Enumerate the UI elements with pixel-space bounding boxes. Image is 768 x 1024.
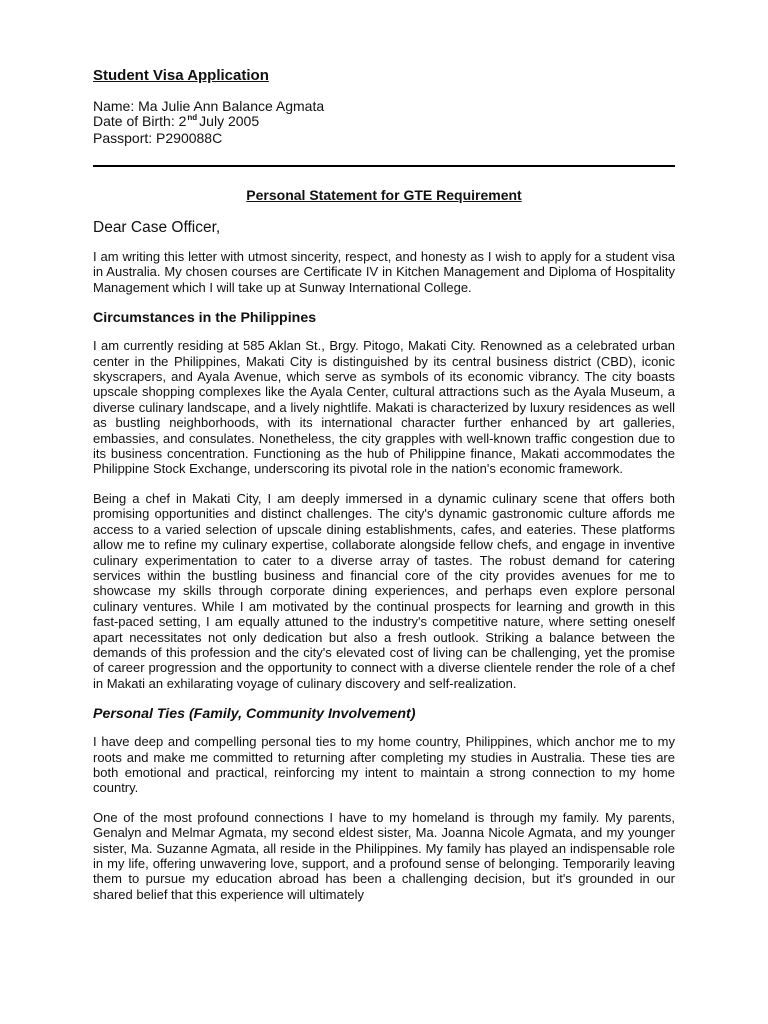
section-heading-personal-ties: Personal Ties (Family, Community Involvement) — [93, 706, 416, 723]
dob-ordinal-suffix: nd — [187, 113, 198, 122]
statement-title: Personal Statement for GTE Requirement — [246, 187, 522, 203]
greeting: Dear Case Officer, — [93, 219, 221, 236]
circumstances-paragraph-1: I am currently residing at 585 Aklan St., Brgy. Pitogo, Makati City. Renowned as a celebrated urban center in the Philippines, Makati City is distinguished by its central business district (CBD), iconic skyscrapers, and Ayala Avenue, which serve as symbols of its economic vibrancy. The city boasts upscale shopping complexes like the Ayala Center, cultural attractions such as the Ayala Museum, a diverse culinary landscape, and a lively nightlife. Makati is characterized by luxury residences as well as bustling neighborhoods, with its international character further enhanced by art galleries, embassies, and consulates. Nonetheless, the city grapples with well-known traffic congestion due to its business concentration. Functioning as the hub of Philippine finance, Makati accommodates the Philippine Stock Exchange, underscoring its pivotal role in the nation's economic framework. — [93, 338, 675, 477]
section-heading-circumstances: Circumstances in the Philippines — [93, 310, 317, 327]
passport-number: Passport: P290088C — [93, 130, 223, 146]
dob-prefix: Date of Birth: 2 — [93, 113, 187, 129]
date-of-birth — [93, 114, 675, 131]
circumstances-paragraph-2: Being a chef in Makati City, I am deeply immersed in a dynamic culinary scene that offers both promising opportunities and distinct challenges. The city's dynamic gastronomic culture affords me access to a varied selection of upscale dining establishments, cafes, and eateries. These platforms allow me to refine my culinary expertise, collaborate alongside fellow chefs, and engage in inventive culinary experimentation to cater to a diverse array of tastes. The robust demand for catering services within the bustling business and financial core of the city provides avenues for me to showcase my skills through corporate dining experiences, and perhaps even explore personal culinary ventures. While I am motivated by the continual prospects for learning and growth in this fast-paced setting, I am equally attuned to the industry's competitive nature, where setting oneself apart necessitates not only dedication but also a fresh outlook. Striking a balance between the demands of this profession and the city's elevated cost of living can be challenging, yet the promise of career progression and the opportunity to connect with a diverse clientele render the role of a chef in Makati an exhilarating voyage of culinary discovery and self-realization. — [93, 490, 675, 691]
intro-paragraph: I am writing this letter with utmost sincerity, respect, and honesty as I wish to apply for a student visa in Australia. My chosen courses are Certificate IV in Kitchen Management and Diploma of Hospitality Management which I will take up at Sunway International College. — [93, 249, 675, 295]
dob-month-year: July 2005 — [199, 113, 260, 129]
document-page — [93, 66, 675, 902]
personal-ties-paragraph-1: I have deep and compelling personal ties to my home country, Philippines, which anchor me to my roots and make me committed to returning after completing my studies in Australia. These ties are both emotional and practical, reinforcing my intent to maintain a strong connection to my home country. — [93, 734, 675, 796]
applicant-name: Name: Ma Julie Ann Balance Agmata — [93, 98, 325, 114]
document-title: Student Visa Application — [93, 67, 269, 84]
horizontal-divider — [93, 165, 675, 167]
personal-ties-paragraph-2: One of the most profound connections I have to my homeland is through my family. My parents, Genalyn and Melmar Agmata, my second eldest sister, Ma. Joanna Nicole Agmata, and my younger sister, Ma. Suzanne Agmata, all reside in the Philippines. My family has played an indispensable role in my life, offering unwavering love, support, and a profound sense of belonging. Temporarily leaving them to pursue my education abroad has been a challenging decision, but it's grounded in our shared belief that this experience will ultimately — [93, 809, 675, 902]
